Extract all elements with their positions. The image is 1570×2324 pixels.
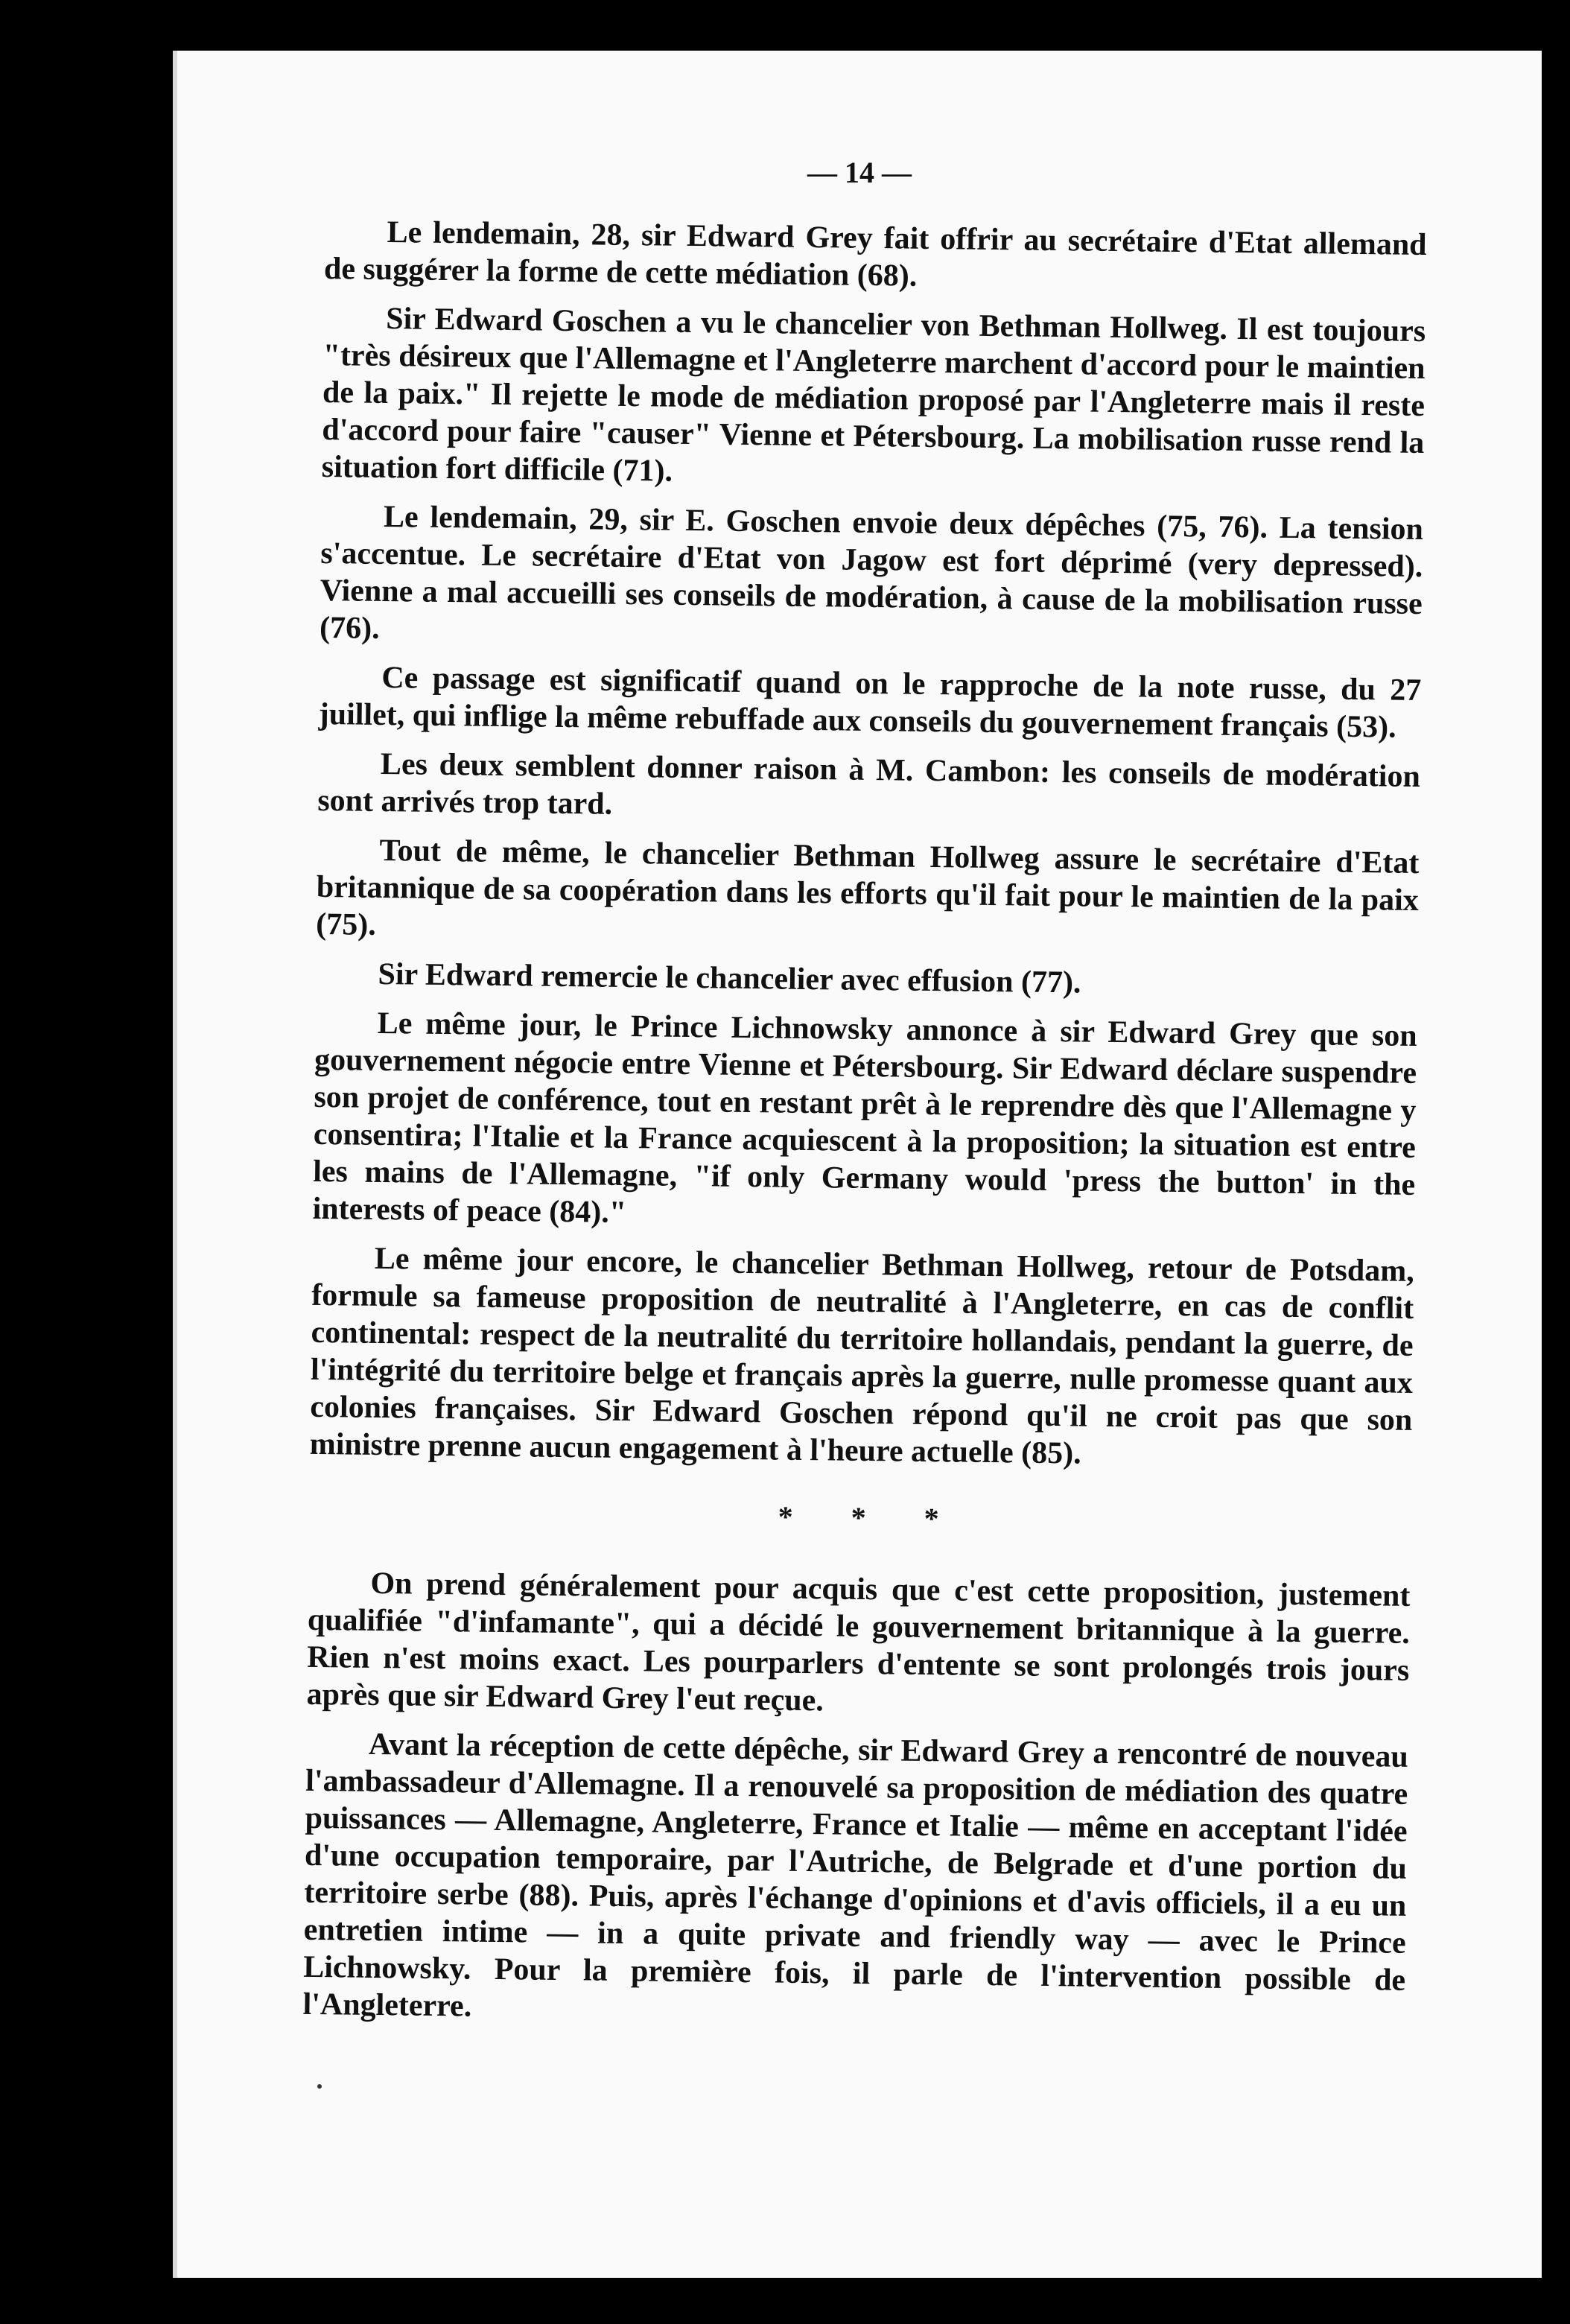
- paragraph: Sir Edward Goschen a vu le chancelier von Bethman Hollweg. Il est toujours "très désireux que l'Allemagne et l'Angleterre marchent d'accord pour le maintien de la paix." Il rejette le mode de médiation proposé par l'Angleterre mais il reste d'accord pour faire "causer" Vienne et Pétersbourg. La mobilisation russe rend la situation fort difficile (71).: [321, 302, 1426, 489]
- document-page: [173, 51, 1542, 2278]
- paragraph: Le lendemain, 29, sir E. Goschen envoie deux dépêches (75, 76). La tension s'accentue. Le secrétaire d'Etat von Jagow est fort déprimé (very depressed). Vienne a mal accueilli ses conseils de modération, à cause de la mobilisation russe (76).: [319, 499, 1424, 646]
- paragraph: On prend généralement pour acquis que c'est cette proposition, justement qualifiée "d'infamante", qui a décidé le gouvernement britannique à la guerre. Rien n'est moins exact. Les pourparlers d'entente se sont prolongés trois jours après que sir Edward Grey l'eut reçue.: [306, 1566, 1411, 1718]
- paragraph: Sir Edward remercie le chancelier avec effusion (77).: [378, 956, 1081, 1000]
- paragraph: Tout de même, le chancelier Bethman Hollweg assure le secrétaire d'Etat britannique de sa coopération dans les efforts qu'il fait pour le maintien de la paix (75).: [316, 833, 1420, 942]
- paragraph: Le même jour, le Prince Lichnowsky annonce à sir Edward Grey que son gouvernement négocie entre Vienne et Pétersbourg. Sir Edward déclare suspendre son projet de conférence, tout en restant prêt à le reprendre dès que l'Allemagne y consentira; l'Italie et la France acquiescent à la proposition; la situation est entre les mains de l'Allemagne, "if only Germany would 'press the button' in the interests of peace (84).": [312, 1006, 1417, 1231]
- ink-speck: [317, 2084, 322, 2089]
- paragraph: Ce passage est significatif quand on le rapproche de la note russe, du 27 juillet, qui inflige la même rebuffade aux conseils du gouvernement français (53).: [318, 660, 1422, 745]
- paragraph: Le lendemain, 28, sir Edward Grey fait offrir au secrétaire d'Etat allemand de suggérer la forme de cette médiation (68).: [323, 215, 1427, 293]
- paragraph: Avant la réception de cette dépêche, sir Edward Grey a rencontré de nouveau l'ambassadeur d'Allemagne. Il a renouvelé sa proposition de médiation des quatre puissances — Allemagne, Angleterre, France et Italie — même en acceptant l'idée d'une occupation temporaire, par l'Autriche, de Belgrade et d'une portion du territoire serbe (88). Puis, après l'échange d'opinions et d'avis officiels, il a eu un entretien intime — in a quite private and friendly way — avec le Prince Lichnowsky. Pour la première fois, il parle de l'intervention possible de l'Angleterre.: [302, 1727, 1409, 2024]
- body-text: [302, 213, 1427, 2048]
- section-divider: * * *: [778, 1499, 964, 1536]
- paragraph: Le même jour encore, le chancelier Bethman Hollweg, retour de Potsdam, formule sa fameuse proposition de neutralité à l'Angleterre, en cas de conflit continental: respect de la neutralité du territoire hollandais, pendant la guerre, de l'intégrité du territoire belge et français après la guerre, nulle promesse quant aux colonies françaises. Sir Edward Goschen répond qu'il ne croit pas que son ministre prenne aucun engagement à l'heure actuelle (85).: [309, 1241, 1415, 1471]
- page-number: — 14 —: [807, 156, 912, 189]
- paragraph: Les deux semblent donner raison à M. Cambon: les conseils de modération sont arrivés trop tard.: [317, 746, 1421, 822]
